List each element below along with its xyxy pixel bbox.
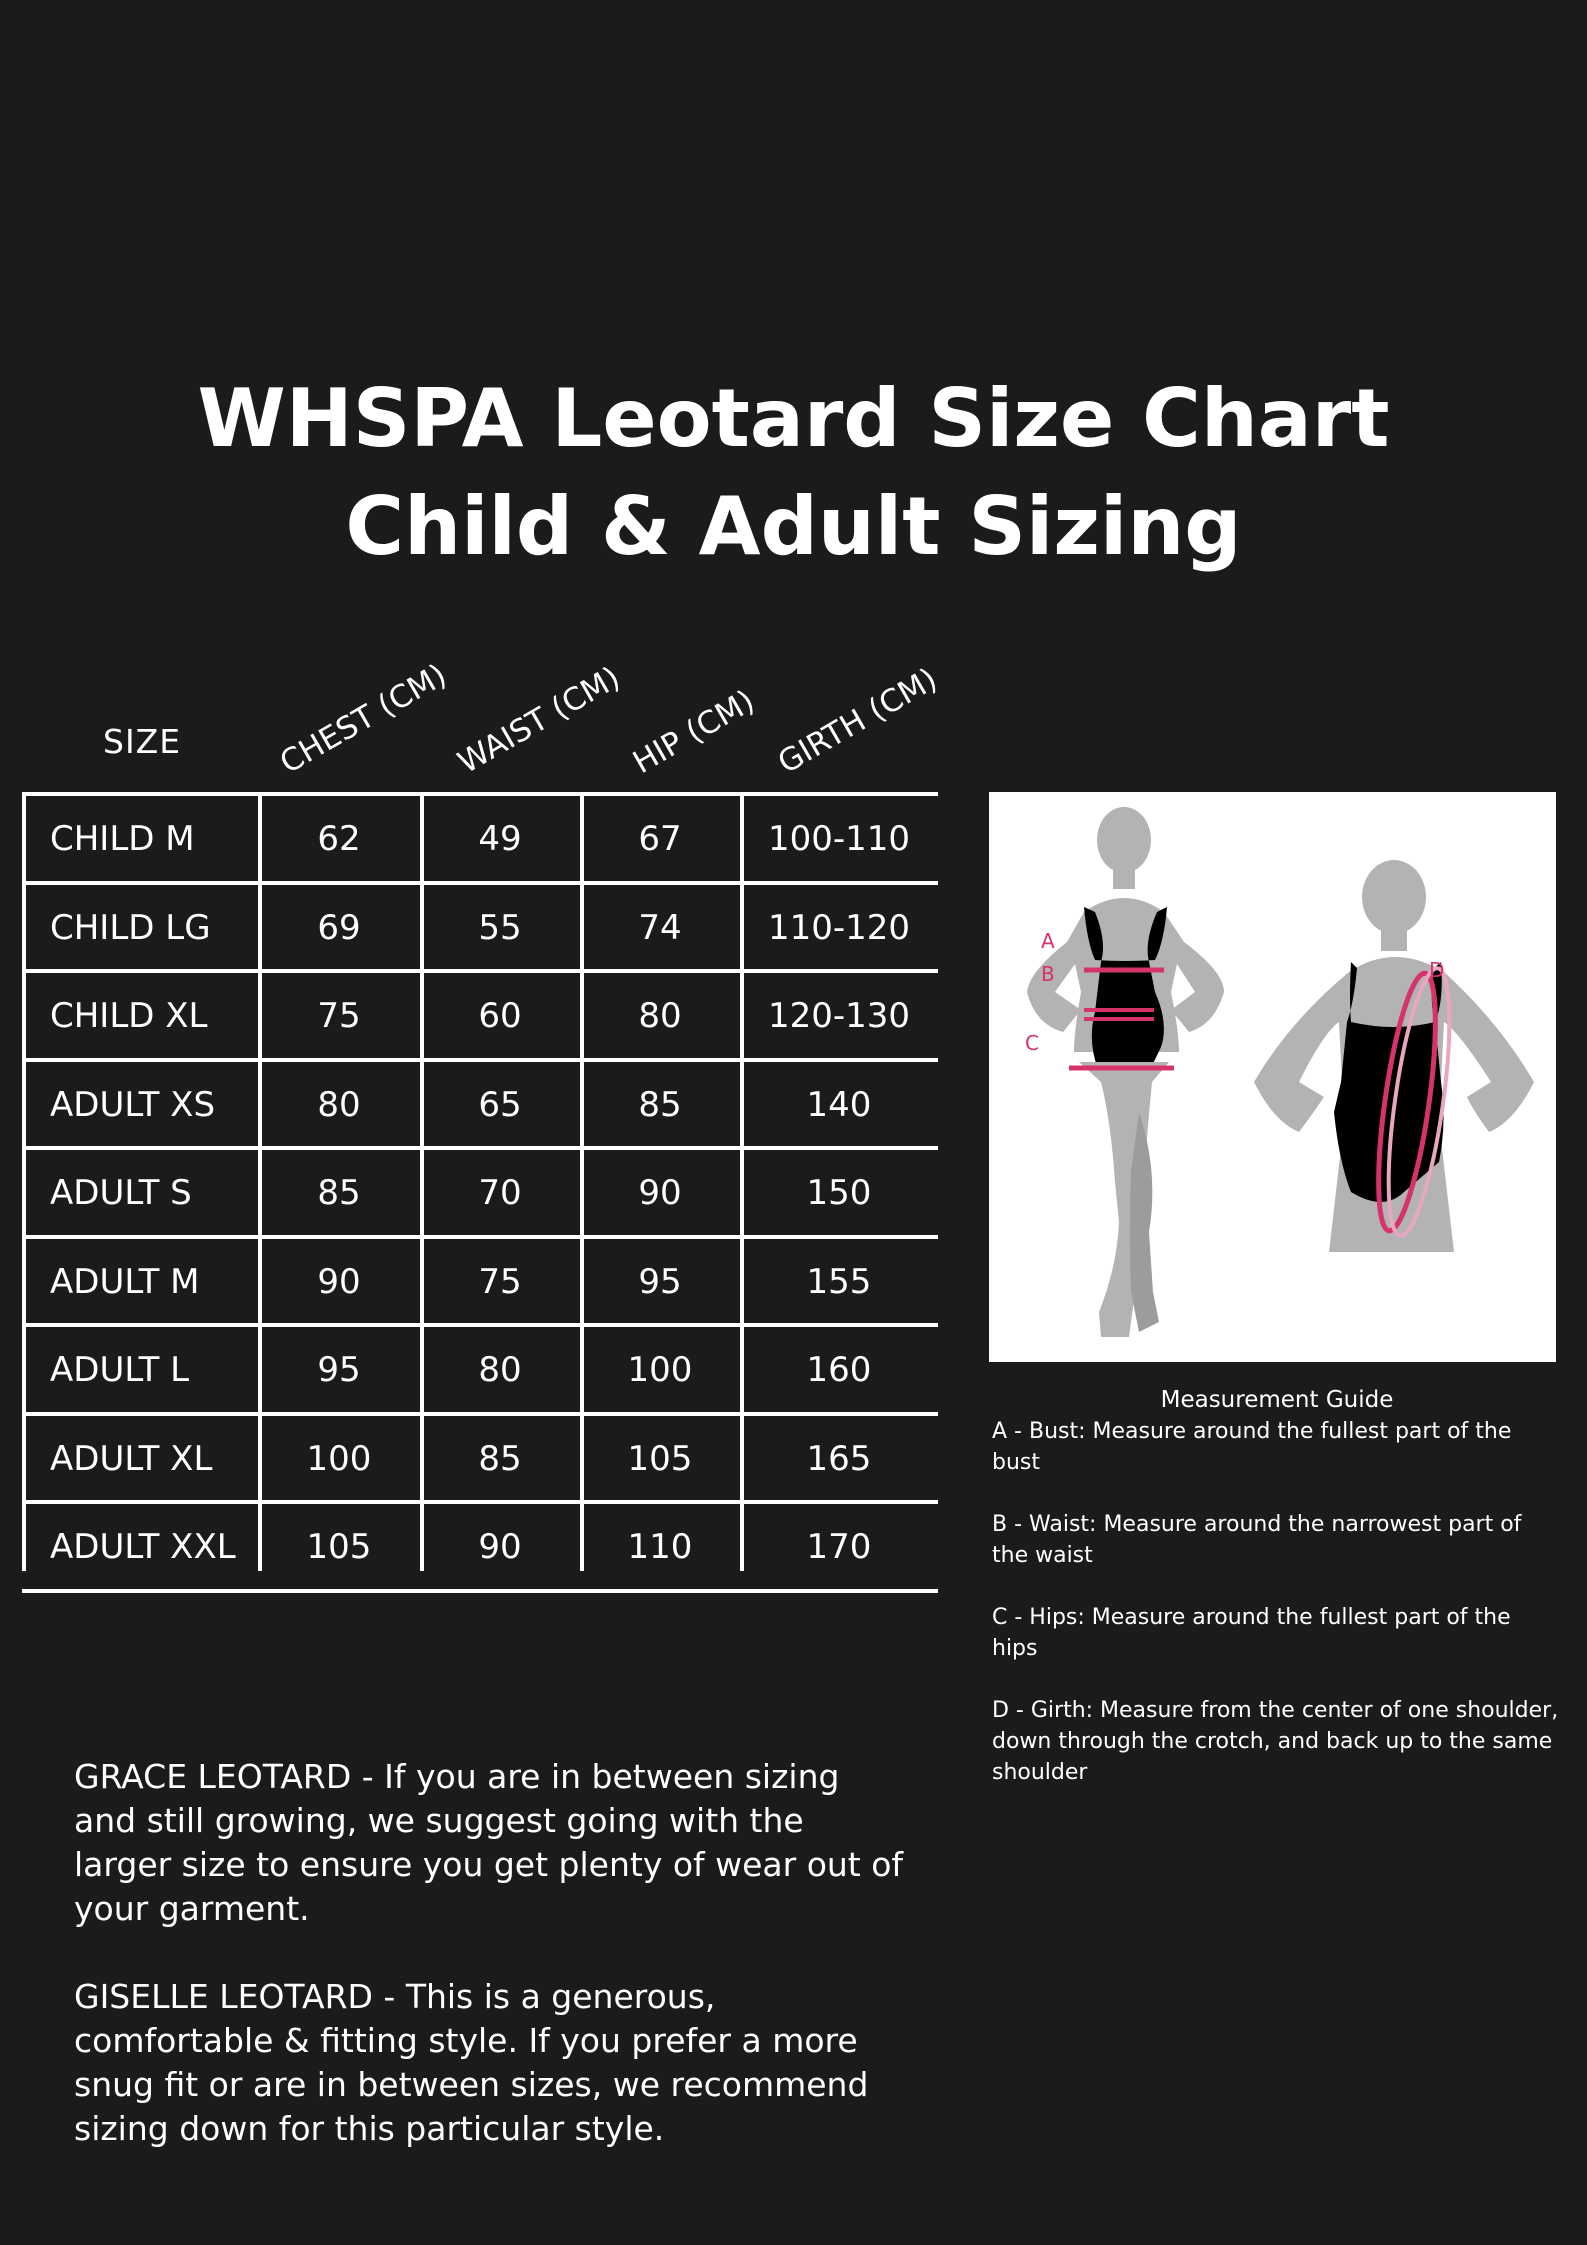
- waist-cell: 49: [478, 819, 522, 859]
- size-cell: CHILD M: [50, 819, 195, 859]
- hip-cell: 85: [638, 1085, 682, 1125]
- girth-cell: 165: [806, 1439, 872, 1479]
- girth-cell: 170: [806, 1527, 872, 1567]
- label-c: C: [1025, 1031, 1039, 1055]
- guide-item-waist: B - Waist: Measure around the narrowest part of the waist: [992, 1512, 1522, 1568]
- size-table: [22, 792, 938, 1572]
- girth-cell: 160: [806, 1350, 872, 1390]
- guide-item-hips: C - Hips: Measure around the fullest part of the hips: [992, 1605, 1511, 1661]
- size-column-header: SIZE: [103, 722, 182, 761]
- chest-cell: 69: [317, 908, 361, 948]
- size-cell: ADULT XL: [50, 1439, 213, 1479]
- waist-cell: 80: [478, 1350, 522, 1390]
- hip-cell: 67: [638, 819, 682, 859]
- giselle-leotard-note: GISELLE LEOTARD - This is a generous, comfortable & fitting style. If you prefer a more snug fit or are in between sizes, we recommend sizing down for this particular style.: [74, 1977, 869, 2148]
- waist-cell: 90: [478, 1527, 522, 1567]
- title-line-1: WHSPA Leotard Size Chart: [197, 372, 1390, 465]
- hip-cell: 110: [627, 1527, 693, 1567]
- waist-cell: 75: [478, 1262, 522, 1302]
- girth-cell: 120-130: [767, 996, 911, 1036]
- chest-cell: 75: [317, 996, 361, 1036]
- size-cell: ADULT XS: [50, 1085, 216, 1125]
- hip-column-header: HIP (CM): [627, 683, 761, 781]
- title-line-2: Child & Adult Sizing: [345, 480, 1242, 573]
- chest-cell: 62: [317, 819, 361, 859]
- side-figure: [1254, 860, 1534, 1252]
- chest-cell: 100: [306, 1439, 372, 1479]
- hip-cell: 105: [627, 1439, 693, 1479]
- chest-column-header: CHEST (CM): [274, 657, 453, 781]
- front-figure: [1025, 807, 1224, 1337]
- hip-cell: 80: [638, 996, 682, 1036]
- chest-cell: 90: [317, 1262, 361, 1302]
- label-b: B: [1041, 962, 1055, 986]
- guide-item-bust: A - Bust: Measure around the fullest part of the bust: [992, 1419, 1512, 1475]
- chest-cell: 95: [317, 1350, 361, 1390]
- hip-cell: 90: [638, 1173, 682, 1213]
- chest-cell: 80: [317, 1085, 361, 1125]
- guide-item-girth: D - Girth: Measure from the center of one shoulder, down through the crotch, and back up to the same shoulder: [992, 1698, 1559, 1785]
- label-d: D: [1429, 958, 1445, 982]
- girth-cell: 110-120: [767, 908, 911, 948]
- label-a: A: [1041, 929, 1055, 953]
- size-cell: ADULT XXL: [50, 1527, 236, 1567]
- waist-cell: 55: [478, 908, 522, 948]
- hip-cell: 100: [627, 1350, 693, 1390]
- girth-cell: 140: [806, 1085, 872, 1125]
- measurement-guide-title: Measurement Guide: [1160, 1387, 1394, 1413]
- waist-column-header: WAIST (CM): [452, 659, 627, 781]
- girth-cell: 100-110: [767, 819, 911, 859]
- measurement-illustration: [989, 792, 1556, 1362]
- waist-cell: 85: [478, 1439, 522, 1479]
- measurement-guide: [992, 1385, 1562, 1819]
- grace-leotard-note: GRACE LEOTARD - If you are in between sizing and still growing, we suggest going with the larger size to ensure you get plenty of wear out of your garment.: [74, 1757, 904, 1928]
- size-cell: CHILD XL: [50, 996, 208, 1036]
- girth-cell: 150: [806, 1173, 872, 1213]
- chest-cell: 85: [317, 1173, 361, 1213]
- hip-cell: 74: [638, 908, 682, 948]
- hip-cell: 95: [638, 1262, 682, 1302]
- girth-column-header: GIRTH (CM): [772, 661, 944, 781]
- page-title: [0, 365, 1587, 581]
- size-cell: ADULT L: [50, 1350, 190, 1390]
- size-cell: ADULT S: [50, 1173, 192, 1213]
- chest-cell: 105: [306, 1527, 372, 1567]
- size-cell: CHILD LG: [50, 908, 211, 948]
- size-cell: ADULT M: [50, 1262, 200, 1302]
- girth-cell: 155: [806, 1262, 872, 1302]
- fit-notes: [74, 1755, 904, 2195]
- waist-cell: 70: [478, 1173, 522, 1213]
- measurement-figure: [989, 792, 1556, 1362]
- waist-cell: 60: [478, 996, 522, 1036]
- waist-cell: 65: [478, 1085, 522, 1125]
